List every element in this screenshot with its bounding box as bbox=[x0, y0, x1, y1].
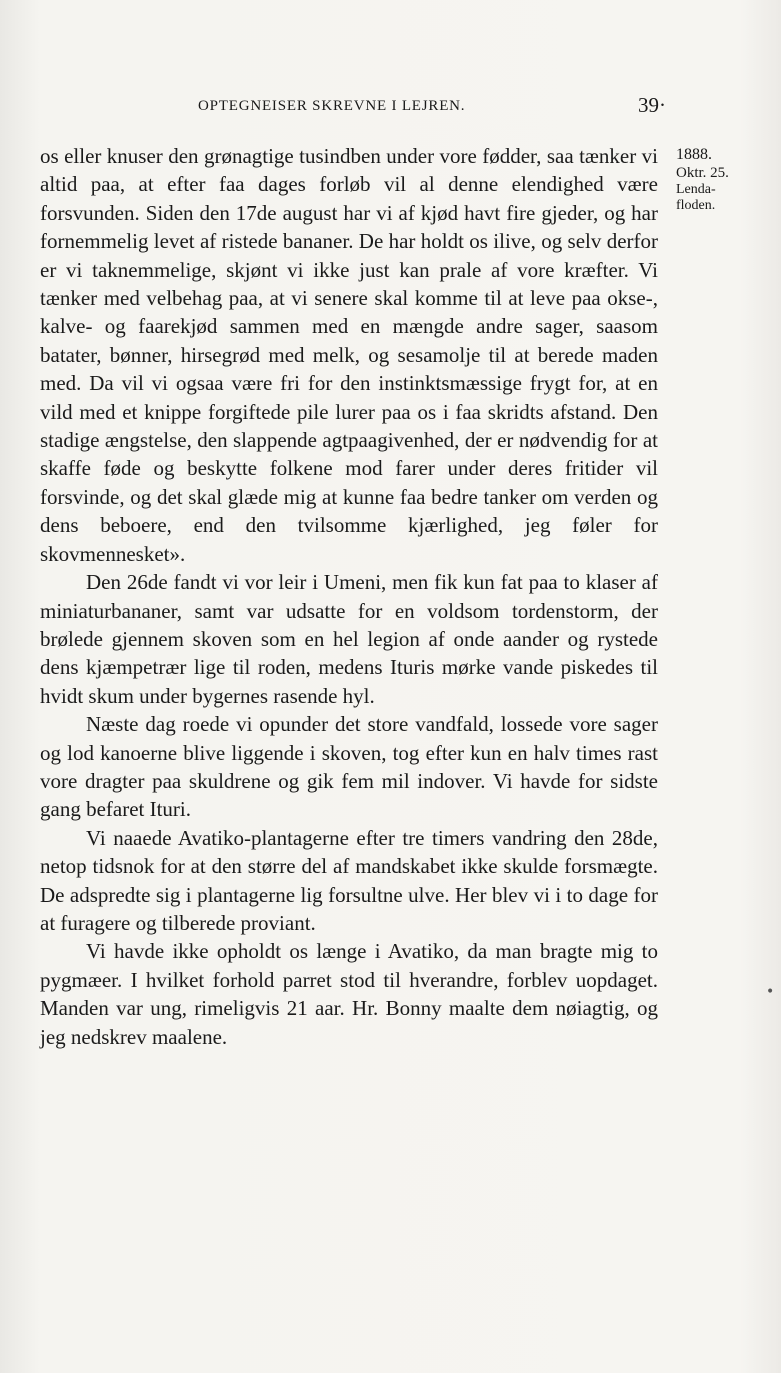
body-text bbox=[40, 142, 658, 1051]
margin-note-place-line2: floden. bbox=[676, 198, 716, 213]
paragraph-5: Vi havde ikke opholdt os længe i Avatiko, da man bragte mig to pygmæer. I hvilket forhold parret stod til hverandre, forblev uopdaget. Manden var ung, rimeligvis 21 aar. Hr. Bonny maalte dem nøiagtig, og jeg nedskrev maalene. bbox=[40, 939, 658, 1049]
page-header bbox=[198, 93, 666, 120]
running-title: OPTEGNEISER SKREVNE I LEJREN. bbox=[198, 98, 466, 114]
paragraph-4: Vi naaede Avatiko-plantagerne efter tre timers vandring den 28de, netop tidsnok for at den større del af mandskabet ikke skulde forsmægte. De adspredte sig i plantagerne lig forsultne ulve. Her blev vi i to dage for at furagere og tilberede proviant. bbox=[40, 825, 658, 935]
paragraph-3: Næste dag roede vi opunder det store vandfald, lossede vore sager og lod kanoerne blive liggende i skoven, tog efter kun en halv times rast vore dragter paa skuldrene og gik fem mil indover. Vi havde for sidste gang befaret Ituri. bbox=[40, 712, 658, 822]
margin-note-place-line1: Lenda- bbox=[676, 182, 716, 197]
margin-note-year: 1888. bbox=[676, 146, 712, 163]
page-number: 39· bbox=[638, 93, 666, 117]
margin-note-date: Oktr. 25. bbox=[676, 165, 729, 181]
margin-mark: • bbox=[766, 984, 775, 1000]
paragraph-1: os eller knuser den grønagtige tusindben under vore fødder, saa tænker vi altid paa, at efter faa dages forløb vil al denne elendighed være forsvunden. Siden den 17de august har vi af kjød havt fire gjeder, og har fornemmelig levet af ristede bananer. De har holdt os ilive, og selv derfor er vi taknemmelige, skjønt vi ikke just kan prale af vore kræfter. Vi tænker med velbehag paa, at vi senere skal komme til at leve paa okse-, kalve- og faarekjød sammen med en mængde andre sager, saasom batater, bønner, hirsegrød med melk, og sesamolje til at berede maden med. Da vil vi ogsaa være fri for den instinktsmæssige frygt for, at en vild med et knippe forgiftede pile lurer paa os i faa skridts afstand. Den stadige ængstelse, den slappende agtpaagivenhed, der er nødvendig for at skaffe føde og beskytte folkene mod farer under deres fritider vil forsvinde, og det skal glæde mig at kunne faa bedre tanker om verden og dens beboere, end den tvilsomme kjærlighed, jeg føler for skovmennesket». bbox=[40, 144, 658, 566]
margin-notes bbox=[676, 146, 746, 214]
paragraph-2: Den 26de fandt vi vor leir i Umeni, men fik kun fat paa to klaser af miniaturbananer, samt var udsatte for en voldsom tordenstorm, der brølede gjennem skoven som en hel legion af onde aander og rystede dens kjæmpetrær lige til roden, medens Ituris mørke vande piskedes til hvidt skum under bygernes rasende hyl. bbox=[40, 570, 658, 708]
